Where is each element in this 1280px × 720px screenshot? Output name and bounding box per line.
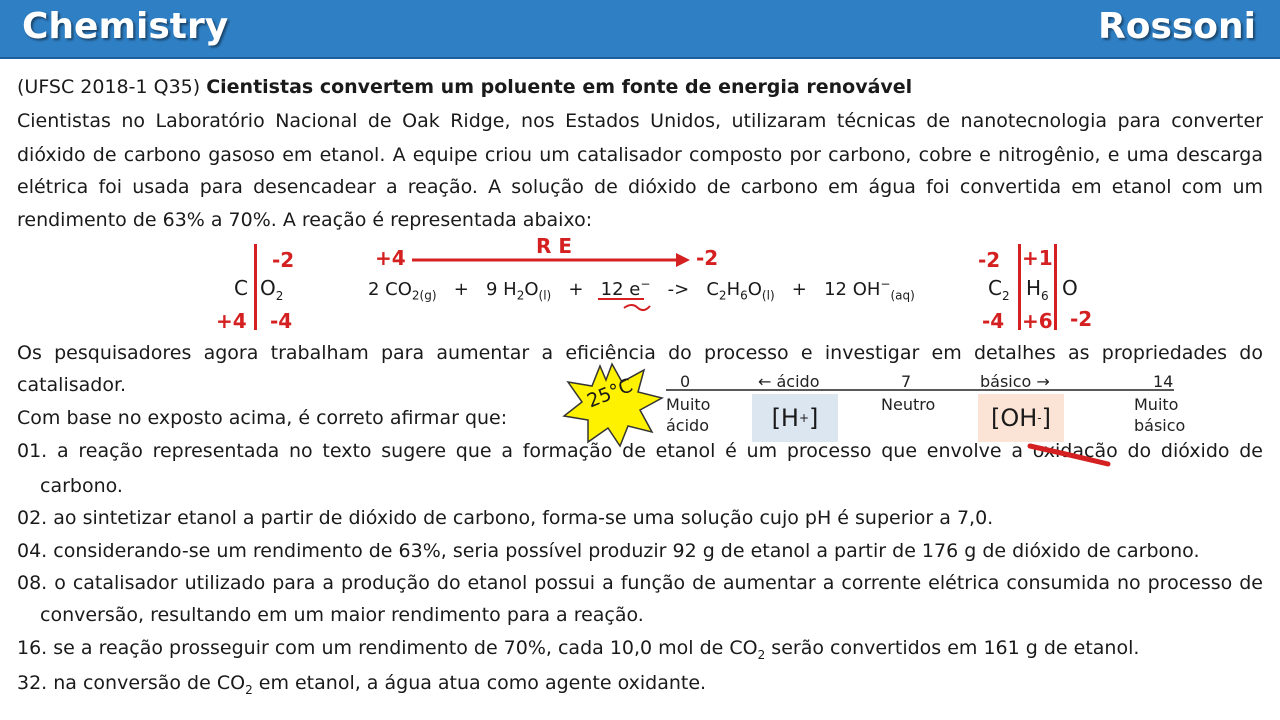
option-16: 16. se a reação prosseguir com um rendimento de 70%, cada 10,0 mol de $CO_2$ serão convertidos em 161 g de etanol. xyxy=(17,637,1140,662)
discussion-line: Os pesquisadores agora trabalham para aumentar a eficiência do processo e investigar em detalhes as propriedades do xyxy=(17,342,1263,364)
reaction-equation: 2 $CO_{2(g)}$ + 9 $H_2O_{(l)}$ + 12 e− -> $C_2H_6O_{(l)}$ + 12 $OH^-_{(aq)}$ xyxy=(368,277,915,303)
question-source: (UFSC 2018-1 Q35) xyxy=(17,76,201,98)
header-subject: Chemistry xyxy=(22,6,229,47)
ethanol-divider-2 xyxy=(1054,244,1057,330)
ph-very-basic-1: Muito xyxy=(1134,395,1179,414)
question-title-line xyxy=(17,76,912,98)
ethanol-top-c: -2 xyxy=(978,248,1001,272)
option-08-cont: conversão, resultando em um maior rendimento para a reação. xyxy=(40,604,644,626)
header-bar xyxy=(0,0,1280,59)
ph-neutral: Neutro xyxy=(881,395,936,414)
paragraph-line: Cientistas no Laboratório Nacional de Oak Ridge, nos Estados Unidos, utilizaram técnicas de nanotecnologia para converter xyxy=(17,110,1263,132)
temperature-star-icon xyxy=(560,362,664,448)
re-label: R E xyxy=(536,234,573,258)
ethanol-bottom-h: +6 xyxy=(1022,309,1053,333)
temperature-label: 25°C xyxy=(584,374,636,413)
hydroxide-ion-box: [OH - ] xyxy=(978,394,1064,442)
ethanol-bottom-o: -2 xyxy=(1070,307,1093,331)
ph-very-acid-1: Muito xyxy=(666,395,711,414)
option-02: 02. ao sintetizar etanol a partir de dióxido de carbono, forma-se uma solução cujo pH é superior a 7,0. xyxy=(17,507,994,529)
option-08: 08. o catalisador utilizado para a produção do etanol possui a função de aumentar a corrente elétrica consumida no processo de xyxy=(17,572,1264,594)
electrons-underline xyxy=(596,296,652,314)
re-arrow xyxy=(410,250,692,270)
option-01: 01. a reação representada no texto sugere que a formação de etanol é um processo que envolve a oxidação do dióxido de xyxy=(17,440,1264,462)
ph-tick-0: 0 xyxy=(680,372,691,391)
reagent-electrons: 12 e− xyxy=(600,277,651,300)
paragraph-line: elétrica foi usada para desencadear a reação. A solução de dióxido de carbono em água foi convertida em etanol com um xyxy=(17,176,1263,198)
re-left-ox: +4 xyxy=(375,246,406,270)
question-title: Cientistas convertem um poluente em fonte de energia renovável xyxy=(206,76,913,98)
co2-ox-o-top: -2 xyxy=(272,248,295,272)
ph-basic-label: básico → xyxy=(980,372,1050,391)
option-32: 32. na conversão de $CO_2$ em etanol, a água atua como agente oxidante. xyxy=(17,672,707,697)
ph-very-basic-2: básico xyxy=(1134,416,1186,435)
reagent-water: 9 $H_2O_{(l)}$ xyxy=(485,279,552,303)
ph-very-acid-2: ácido xyxy=(666,416,709,435)
option-04: 04. considerando-se um rendimento de 63%, seria possível produzir 92 g de etanol a partir de 176 g de dióxido de carbono. xyxy=(17,540,1200,562)
ethanol-bottom-c: -4 xyxy=(982,309,1005,333)
ethanol-oxygen: O xyxy=(1062,276,1078,300)
co2-carbon: C xyxy=(234,276,248,300)
paragraph-line: dióxido de carbono gasoso em etanol. A equipe criou um catalisador composto por carbono, cobre e nitrogênio, e uma descarga xyxy=(17,144,1263,166)
option-01-cont: carbono. xyxy=(40,475,123,497)
ethanol-hydrogen: $H_6$ xyxy=(1026,276,1049,303)
oxidation-strike-mark xyxy=(1026,440,1116,470)
paragraph-line: rendimento de 63% a 70%. A reação é representada abaixo: xyxy=(17,209,593,231)
co2-divider xyxy=(254,244,257,330)
ethanol-top-h: +1 xyxy=(1022,246,1053,270)
co2-oxygen: $O_2$ xyxy=(260,276,284,303)
co2-ox-o-bottom: -4 xyxy=(270,309,293,333)
ph-tick-14: 14 xyxy=(1153,372,1174,391)
ph-acid-label: ← ácido xyxy=(758,372,820,391)
ph-tick-7: 7 xyxy=(901,372,912,391)
product-hydroxide: 12 $OH^-_{(aq)}$ xyxy=(824,277,915,303)
product-ethanol: $C_2H_6O_{(l)}$ xyxy=(706,279,775,303)
prompt-line: Com base no exposto acima, é correto afirmar que: xyxy=(17,407,508,429)
ethanol-divider-1 xyxy=(1018,244,1021,330)
hydrogen-ion-box: [H + ] xyxy=(752,394,838,442)
reagent-co2: 2 $CO_{2(g)}$ xyxy=(368,279,437,303)
ph-axis-line xyxy=(666,385,1176,395)
re-right-ox: -2 xyxy=(696,246,719,270)
ethanol-carbon: $C_2$ xyxy=(988,276,1010,303)
co2-ox-c: +4 xyxy=(216,309,247,333)
header-author: Rossoni xyxy=(1097,6,1256,47)
discussion-line: catalisador. xyxy=(17,374,127,396)
